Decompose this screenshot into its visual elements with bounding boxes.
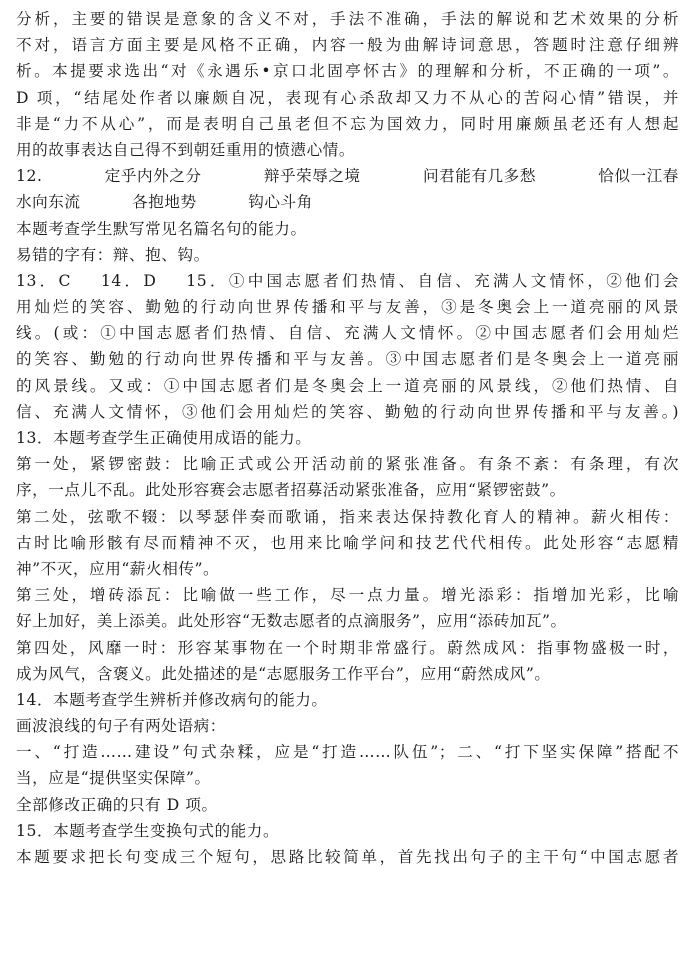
text-line: 序，一点儿不乱。此处形容赛会志愿者招募活动紧张准备，应用“紧锣密鼓”。 bbox=[16, 481, 566, 500]
text-line: 13．C 14．D 15．①中国志愿者们热情、自信、充满人文情怀，②他们会 bbox=[16, 271, 679, 290]
q12-answer: 辩乎荣辱之境 bbox=[263, 167, 361, 186]
text-line: 本题要求把长句变成三个短句，思路比较简单，首先找出句子的主干句“中国志愿者 bbox=[16, 848, 679, 866]
text-line: 易错的字有：辩、抱、钩。 bbox=[16, 245, 210, 264]
text-line: 画波浪线的句子有两处语病： bbox=[16, 717, 226, 736]
text-line: 分析，主要的错误是意象的含义不对，手法不准确，手法的解说和艺术效果的分析 bbox=[16, 10, 679, 28]
text-line: 当，应是“提供坚实保障”。 bbox=[16, 769, 211, 788]
text-line: 用的故事表达自己得不到朝廷重用的愤懑心情。 bbox=[16, 140, 356, 159]
text-line: 的风景线。又或：①中国志愿者们是冬奥会上一道亮丽的风景线，②他们热情、自 bbox=[16, 376, 679, 395]
q12-answer: 各抱地势 bbox=[132, 193, 197, 212]
text-line: 好上加好，美上添美。此处形容“无数志愿者的点滴服务”，应用“添砖加瓦”。 bbox=[16, 612, 567, 631]
q12-answer: 钩心斗角 bbox=[248, 193, 313, 212]
q12-answer-row bbox=[16, 163, 679, 189]
text-line: D 项，“结尾处作者以廉颇自况，表现有心杀敌却又力不从心的苦闷心情”错误，并 bbox=[16, 88, 679, 107]
text-line: 非是“力不从心”，而是表明自己虽老但不忘为国效力，同时用廉颇虽老还有人想起 bbox=[16, 114, 679, 133]
text-line: 的笑容、勤勉的行动向世界传播和平与友善。③中国志愿者们是冬奥会上一道亮丽 bbox=[16, 350, 679, 369]
q12-answer-row-2 bbox=[16, 189, 679, 215]
text-line: 成为风气，含褒义。此处描述的是“志愿服务工作平台”，应用“蔚然成风”。 bbox=[16, 664, 551, 683]
text-line: 古时比喻形骸有尽而精神不灭，也用来比喻学问和技艺代代相传。此处形容“志愿精 bbox=[16, 533, 679, 552]
text-line: 14．本题考查学生辨析并修改病句的能力。 bbox=[16, 690, 328, 709]
text-line: 神”不灭，应用“薪火相传”。 bbox=[16, 559, 220, 578]
text-line: 15．本题考查学生变换句式的能力。 bbox=[16, 821, 280, 840]
text-line: 第一处，紧锣密鼓：比喻正式或公开活动前的紧张准备。有条不紊：有条理，有次 bbox=[16, 455, 679, 474]
text-line: 第三处，增砖添瓦：比喻做一些工作，尽一点力量。增光添彩：指增加光彩，比喻 bbox=[16, 586, 679, 605]
text-line: 线。(或：①中国志愿者们热情、自信、充满人文情怀。②中国志愿者们会用灿烂 bbox=[16, 324, 679, 343]
text-line: 信、充满人文情怀，③他们会用灿烂的笑容、勤勉的行动向世界传播和平与友善。) bbox=[16, 402, 679, 421]
text-line: 用灿烂的笑容、勤勉的行动向世界传播和平与友善，③是冬奥会上一道亮丽的风景 bbox=[16, 298, 679, 317]
text-line: 第二处，弦歌不辍：以琴瑟伴奏而歌诵，指来表达保持教化育人的精神。薪火相传： bbox=[16, 507, 679, 526]
text-line: 全部修改正确的只有 D 项。 bbox=[16, 795, 218, 814]
text-line: 析。本提要求选出“对《永遇乐•京口北固亭怀古》的理解和分析，不正确的一项”。 bbox=[16, 62, 679, 81]
q12-answer: 问君能有几多愁 bbox=[422, 167, 536, 186]
text-line: 第四处，风靡一时：形容某事物在一个时期非常盛行。蔚然成风：指事物盛极一时， bbox=[16, 638, 679, 657]
text-line: 一、“打造……建设”句式杂糅，应是“打造……队伍”；二、“打下坚实保障”搭配不 bbox=[16, 743, 679, 762]
q12-number: 12. bbox=[16, 167, 43, 186]
q12-answer: 水向东流 bbox=[16, 193, 81, 212]
q12-answer: 恰似一江春 bbox=[598, 167, 679, 186]
text-line: 13．本题考查学生正确使用成语的能力。 bbox=[16, 429, 312, 447]
text-line: 本题考查学生默写常见名篇名句的能力。 bbox=[16, 219, 307, 238]
text-line: 不对，语言方面主要是风格不正确，内容一般为曲解诗词意思，答题时注意仔细辨 bbox=[16, 36, 679, 55]
q12-answer: 定乎内外之分 bbox=[104, 167, 202, 186]
